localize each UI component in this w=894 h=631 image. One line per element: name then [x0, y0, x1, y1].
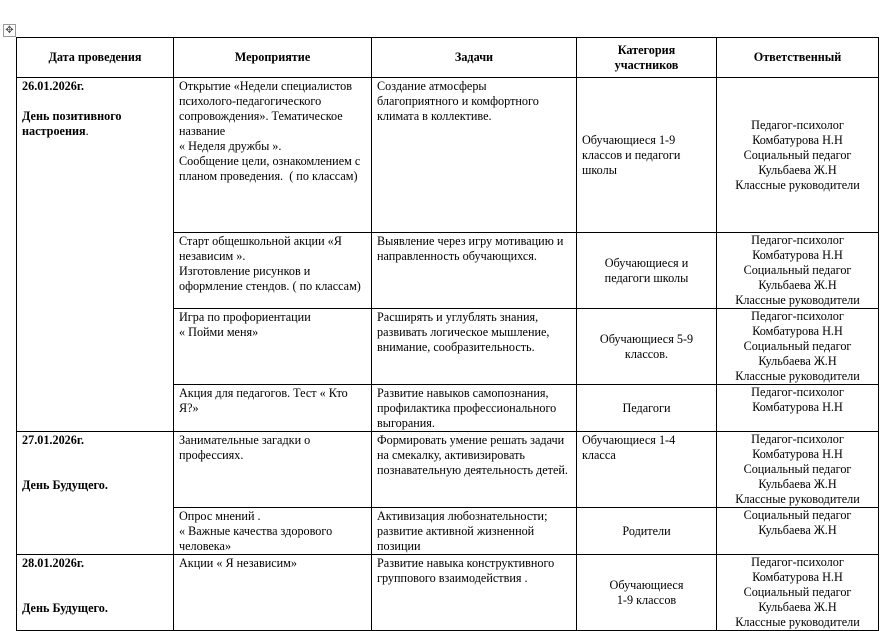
- header-event: Мероприятие: [174, 38, 372, 78]
- day-theme: День Будущего.: [22, 601, 108, 615]
- event-cell[interactable]: [174, 555, 372, 631]
- responsible-line: Комбатурова Н.Н: [752, 400, 843, 414]
- event-cell[interactable]: [174, 233, 372, 309]
- header-participants: Категория участников: [577, 38, 717, 78]
- tasks-cell[interactable]: Выявление через игру мотивацию и направленность обучающихся.: [372, 233, 577, 309]
- participants-cell[interactable]: Родители: [577, 508, 717, 555]
- responsible-line: Классные руководители: [735, 293, 860, 307]
- responsible-line: Педагог-психолог: [751, 117, 844, 132]
- responsible-line: Социальный педагог: [743, 339, 852, 353]
- event-cell[interactable]: [174, 508, 372, 555]
- event-cell[interactable]: [174, 309, 372, 385]
- responsible-line: Социальный педагог: [743, 147, 852, 162]
- date-text: 26.01.2026г.: [22, 79, 85, 93]
- responsible-cell[interactable]: [717, 233, 879, 309]
- date-cell: [17, 555, 174, 631]
- responsible-line: Кульбаева Ж.Н: [758, 354, 837, 368]
- event-cell[interactable]: [174, 432, 372, 508]
- responsible-cell[interactable]: [717, 555, 879, 631]
- responsible-line: Педагог-психолог: [751, 432, 844, 446]
- participants-line: Обучающиеся: [609, 578, 684, 592]
- table-row: [17, 78, 879, 233]
- day-theme: День позитивного настроения: [22, 109, 122, 138]
- responsible-line: Комбатурова Н.Н: [752, 248, 843, 262]
- participants-cell[interactable]: Обучающиеся и педагоги школы: [577, 233, 717, 309]
- header-responsible: Ответственный: [717, 38, 879, 78]
- responsible-line: Социальный педагог: [743, 508, 852, 522]
- responsible-line: Педагог-психолог: [751, 385, 844, 399]
- responsible-line: Комбатурова Н.Н: [752, 324, 843, 338]
- event-line: « Неделя дружбы ».: [179, 139, 282, 153]
- responsible-cell[interactable]: [717, 508, 879, 555]
- responsible-cell[interactable]: [717, 385, 879, 432]
- participants-cell[interactable]: Обучающиеся 5-9 классов.: [577, 309, 717, 385]
- tasks-cell[interactable]: Активизация любознательности; развитие активной жизненной позиции: [372, 508, 577, 555]
- date-cell: [17, 432, 174, 555]
- event-line: Открытие «Недели специалистов психолого-педагогического сопровождения». Тематическое название: [179, 79, 356, 138]
- events-table: [16, 37, 879, 631]
- event-line: Занимательные загадки о профессиях.: [179, 433, 314, 462]
- responsible-cell[interactable]: [717, 78, 879, 233]
- responsible-line: Кульбаева Ж.Н: [758, 477, 837, 491]
- responsible-cell[interactable]: [717, 309, 879, 385]
- participants-cell[interactable]: [577, 555, 717, 631]
- tasks-cell[interactable]: Расширять и углублять знания, развивать логическое мышление, внимание, сообразительность.: [372, 309, 577, 385]
- event-line: « Важные качества здорового человека»: [179, 524, 336, 553]
- table-row: [17, 555, 879, 631]
- event-line: Акция для педагогов. Тест « Кто Я?»: [179, 386, 351, 415]
- participants-cell[interactable]: Педагоги: [577, 385, 717, 432]
- event-line: Сообщение цели, ознакомлением с планом проведения. ( по классам): [179, 154, 364, 183]
- date-cell: [17, 78, 174, 432]
- responsible-line: Классные руководители: [735, 615, 860, 629]
- event-cell[interactable]: [174, 78, 372, 233]
- responsible-line: Кульбаева Ж.Н: [758, 278, 837, 292]
- responsible-line: Педагог-психолог: [751, 233, 844, 247]
- header-date: Дата проведения: [17, 38, 174, 78]
- participants-cell[interactable]: Обучающиеся 1-4 класса: [577, 432, 717, 508]
- responsible-line: Педагог-психолог: [751, 309, 844, 323]
- responsible-line: Комбатурова Н.Н: [752, 132, 843, 147]
- day-theme: День Будущего.: [22, 478, 108, 492]
- event-line: Игра по профориентации: [179, 310, 311, 324]
- event-line: Старт общешкольной акции «Я независим ».: [179, 234, 345, 263]
- tasks-cell[interactable]: Развитие навыков самопознания, профилактика профессионального выгорания.: [372, 385, 577, 432]
- responsible-line: Педагог-психолог: [751, 555, 844, 569]
- responsible-line: Социальный педагог: [743, 585, 852, 599]
- header-tasks: Задачи: [372, 38, 577, 78]
- table-header-row: [17, 38, 879, 78]
- participants-cell[interactable]: Обучающиеся 1-9 классов и педагоги школы: [577, 78, 717, 233]
- table-row: [17, 432, 879, 508]
- date-text: 27.01.2026г.: [22, 433, 85, 447]
- event-line: « Пойми меня»: [179, 325, 259, 339]
- responsible-line: Социальный педагог: [743, 462, 852, 476]
- responsible-cell[interactable]: [717, 432, 879, 508]
- responsible-line: Комбатурова Н.Н: [752, 570, 843, 584]
- tasks-cell[interactable]: Создание атмосферы благоприятного и комфортного климата в коллективе.: [372, 78, 577, 233]
- event-cell[interactable]: [174, 385, 372, 432]
- day-theme-suffix: .: [85, 124, 89, 138]
- event-line: Опрос мнений .: [179, 509, 261, 523]
- table-move-handle-icon[interactable]: ✥: [3, 24, 16, 37]
- responsible-line: Классные руководители: [735, 177, 860, 192]
- date-text: 28.01.2026г.: [22, 556, 85, 570]
- event-line: Изготовление рисунков и оформление стендов. ( по классам): [179, 264, 361, 293]
- tasks-cell[interactable]: Формировать умение решать задачи на смекалку, активизировать познавательную деятельность детей.: [372, 432, 577, 508]
- responsible-line: Кульбаева Ж.Н: [758, 600, 837, 614]
- responsible-line: Социальный педагог: [743, 263, 852, 277]
- participants-line: 1-9 классов: [616, 593, 677, 607]
- tasks-cell[interactable]: Развитие навыка конструктивного группового взаимодействия .: [372, 555, 577, 631]
- responsible-line: Комбатурова Н.Н: [752, 447, 843, 461]
- event-line: Акции « Я независим»: [179, 556, 297, 570]
- responsible-line: Кульбаева Ж.Н: [758, 162, 837, 177]
- responsible-line: Классные руководители: [735, 492, 860, 506]
- responsible-line: Кульбаева Ж.Н: [758, 523, 837, 537]
- responsible-line: Классные руководители: [735, 369, 860, 383]
